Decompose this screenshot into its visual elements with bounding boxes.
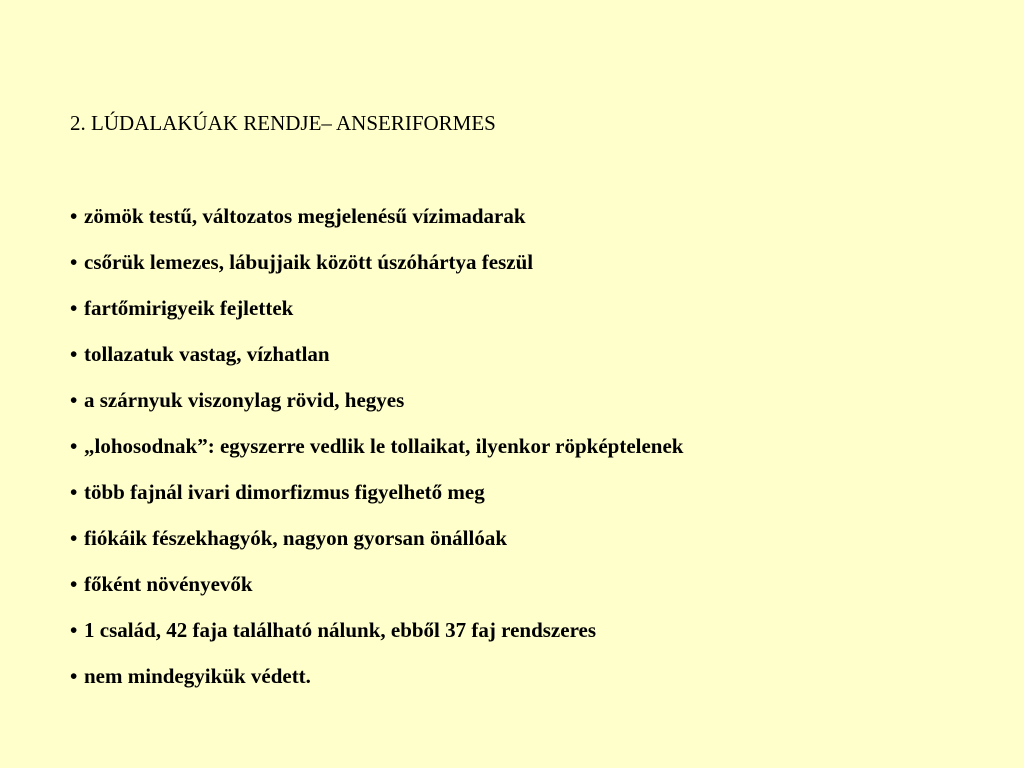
bullet-text: zömök testű, változatos megjelenésű vízimadarak	[84, 204, 526, 228]
bullet-item	[70, 615, 683, 661]
bullet-dot-icon: •	[70, 296, 78, 320]
bullet-item	[70, 293, 683, 339]
bullet-text: több fajnál ivari dimorfizmus figyelhető meg	[84, 480, 485, 504]
slide-title: 2. LÚDALAKÚAK RENDJE– ANSERIFORMES	[70, 111, 496, 135]
bullet-dot-icon: •	[70, 480, 78, 504]
bullet-item	[70, 385, 683, 431]
bullet-dot-icon: •	[70, 664, 78, 688]
bullet-dot-icon: •	[70, 572, 78, 596]
bullet-dot-icon: •	[70, 250, 78, 274]
bullet-text: fartőmirigyeik fejlettek	[84, 296, 294, 320]
bullet-dot-icon: •	[70, 204, 78, 228]
bullet-item	[70, 523, 683, 569]
bullet-dot-icon: •	[70, 342, 78, 366]
bullet-dot-icon: •	[70, 388, 78, 412]
bullet-text: tollazatuk vastag, vízhatlan	[84, 342, 330, 366]
bullet-item	[70, 431, 683, 477]
bullet-text: fiókáik fészekhagyók, nagyon gyorsan önállóak	[84, 526, 507, 550]
bullet-text: 1 család, 42 faja található nálunk, ebből 37 faj rendszeres	[84, 618, 596, 642]
bullet-item	[70, 201, 683, 247]
bullet-dot-icon: •	[70, 618, 78, 642]
bullet-item	[70, 339, 683, 385]
bullet-text: „lohosodnak”: egyszerre vedlik le tollaikat, ilyenkor röpképtelenek	[84, 434, 684, 458]
bullet-text: csőrük lemezes, lábujjaik között úszóhártya feszül	[84, 250, 534, 274]
bullet-item	[70, 247, 683, 293]
bullet-dot-icon: •	[70, 434, 78, 458]
bullet-list	[70, 201, 683, 707]
bullet-item	[70, 569, 683, 615]
bullet-dot-icon: •	[70, 526, 78, 550]
bullet-text: főként növényevők	[84, 572, 253, 596]
bullet-item	[70, 661, 683, 707]
bullet-text: nem mindegyikük védett.	[84, 664, 311, 688]
bullet-text: a szárnyuk viszonylag rövid, hegyes	[84, 388, 405, 412]
bullet-item	[70, 477, 683, 523]
